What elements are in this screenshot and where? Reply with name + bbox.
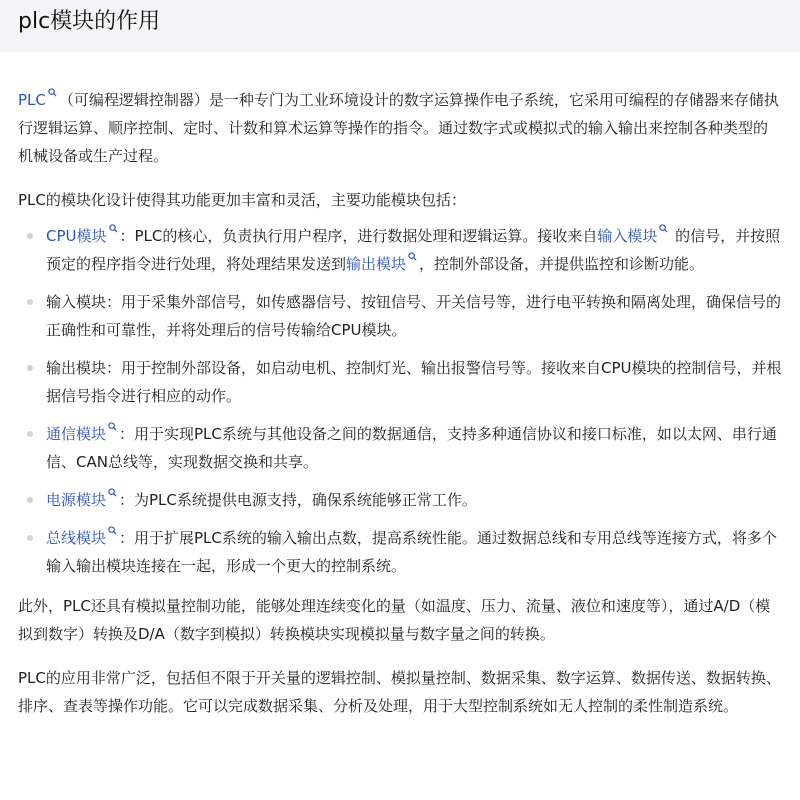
list-item-bus [18, 524, 782, 580]
link-bus-module[interactable]: 总线模块 [46, 529, 107, 547]
search-icon[interactable] [408, 252, 417, 261]
modules-intro: PLC的模块化设计使得其功能更加丰富和灵活，主要功能模块包括： [18, 191, 466, 209]
search-icon[interactable] [108, 526, 117, 535]
link-input-module[interactable]: 输入模块 [597, 227, 658, 245]
link-power-module[interactable]: 电源模块 [46, 491, 107, 509]
list-item-power [18, 486, 782, 514]
output-module-text: 输出模块：用于控制外部设备，如启动电机、控制灯光、输出报警信号等。接收来自CPU模块的控制信号，并根据信号指令进行相应的动作。 [46, 359, 782, 405]
input-module-text: 输入模块：用于采集外部信号，如传感器信号、按钮信号、开关信号等，进行电平转换和隔离处理，确保信号的正确性和可靠性，并将处理后的信号传输给CPU模块。 [46, 293, 782, 339]
link-comm-module[interactable]: 通信模块 [46, 425, 107, 443]
title-bar [0, 0, 800, 52]
link-plc[interactable]: PLC [18, 91, 46, 109]
application-paragraph: PLC的应用非常广泛，包括但不限于开关量的逻辑控制、模拟量控制、数据采集、数字运算、数据传送、数据转换、排序、查表等操作功能。它可以完成数据采集、分析及处理，用于大型控制系统如无人控制的柔性制造系统。 [18, 669, 781, 715]
analog-paragraph: 此外，PLC还具有模拟量控制功能，能够处理连续变化的量（如温度、压力、流量、液位和速度等），通过A/D（模拟到数字）转换及D/A（数字到模拟）转换模块实现模拟量与数字量之间的转换。 [18, 597, 771, 643]
bus-module-text: ：用于扩展PLC系统的输入输出点数，提高系统性能。通过数据总线和专用总线等连接方式，将多个输入输出模块连接在一起，形成一个更大的控制系统。 [46, 529, 777, 575]
search-icon[interactable] [109, 224, 118, 233]
module-list [18, 222, 782, 580]
bullet [27, 535, 33, 541]
list-item-input [18, 288, 782, 344]
bullet [27, 365, 33, 371]
cpu-text-c: ，控制外部设备，并提供监控和诊断功能。 [419, 255, 705, 273]
comm-module-text: ：用于实现PLC系统与其他设备之间的数据通信，支持多种通信协议和接口标准，如以太网、串行通信、CAN总线等，实现数据交换和共享。 [46, 425, 777, 471]
bullet [27, 431, 33, 437]
cpu-text-b: 的信号，并按照预定的程序指令进行处理，将处理结果发送到 [46, 227, 781, 273]
bullet [27, 233, 33, 239]
search-icon[interactable] [108, 422, 117, 431]
link-cpu-module[interactable]: CPU模块 [46, 227, 107, 245]
search-icon[interactable] [108, 488, 117, 497]
search-icon[interactable] [48, 88, 57, 97]
page-title: plc模块的作用 [18, 9, 161, 34]
bullet [27, 299, 33, 305]
list-item-cpu [18, 222, 782, 278]
intro-text: （可编程逻辑控制器）是一种专门为工业环境设计的数字运算操作电子系统，它采用可编程的存储器来存储执行逻辑运算、顺序控制、定时、计数和算术运算等操作的指令。通过数字式或模拟式的输入输出来控制各种类型的机械设备或生产过程。 [18, 91, 779, 165]
article-body [18, 86, 782, 720]
list-item-comm [18, 420, 782, 476]
list-item-output [18, 354, 782, 410]
intro-paragraph [18, 86, 782, 170]
power-module-text: ：为PLC系统提供电源支持，确保系统能够正常工作。 [119, 491, 477, 509]
bullet [27, 497, 33, 503]
search-icon[interactable] [659, 224, 668, 233]
link-output-module[interactable]: 输出模块 [346, 255, 407, 273]
cpu-text-a: ：PLC的核心，负责执行用户程序，进行数据处理和逻辑运算。接收来自 [119, 227, 598, 245]
